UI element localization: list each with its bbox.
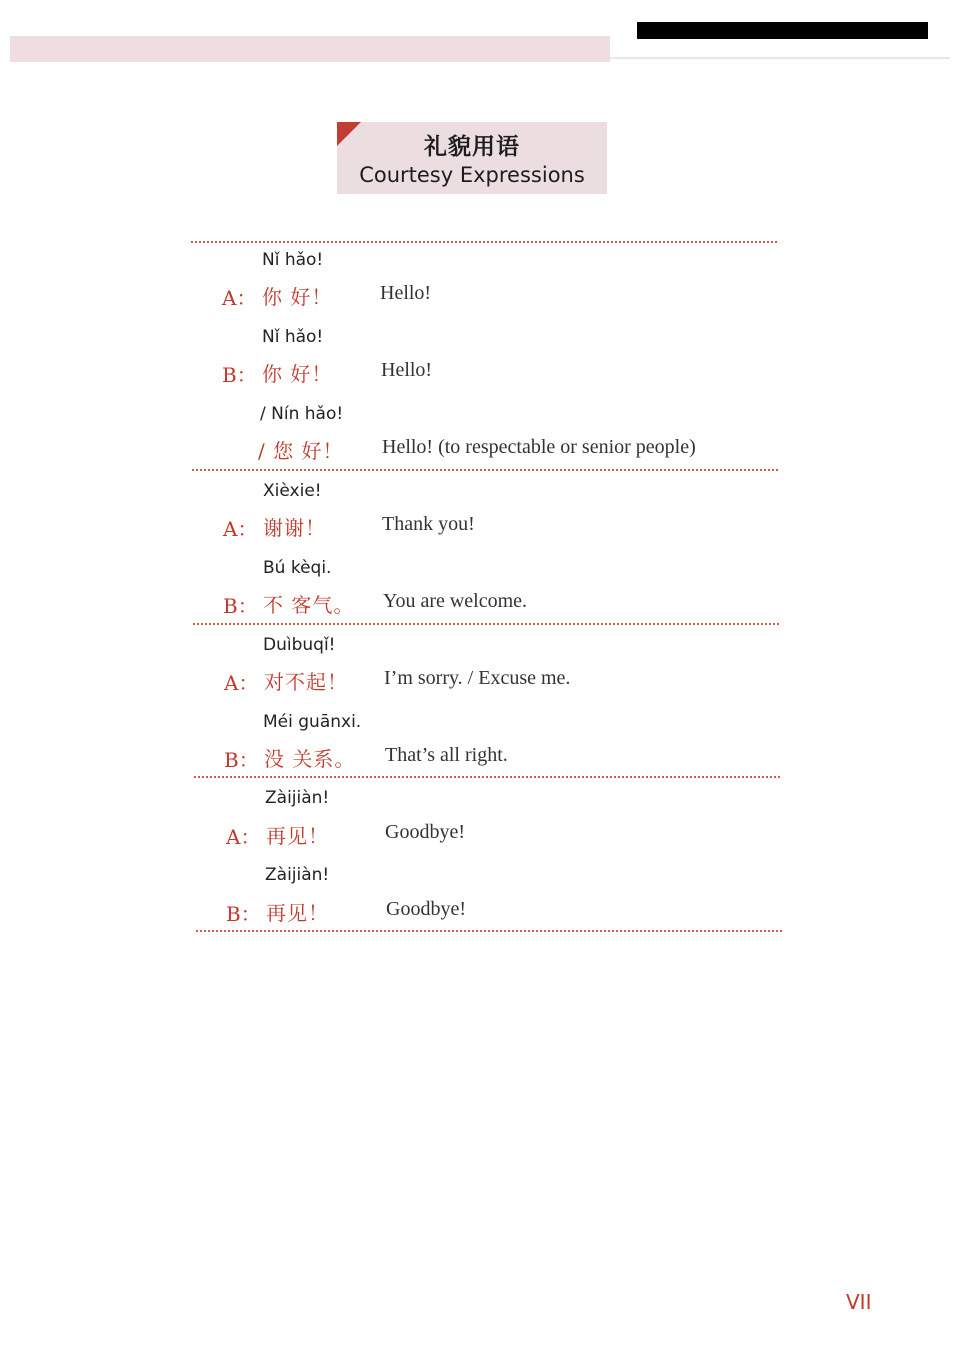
- speaker-label: A：: [226, 825, 261, 849]
- divider: [196, 930, 782, 932]
- chinese-text: 再见！: [266, 824, 329, 848]
- speaker-label: B：: [226, 902, 261, 926]
- chinese-text: 没 关系。: [264, 747, 356, 771]
- chinese-text: 对不起！: [264, 670, 348, 694]
- divider: [193, 623, 779, 625]
- speaker-label: B：: [222, 363, 257, 387]
- divider: [194, 776, 780, 778]
- chinese-text: 再见！: [266, 901, 329, 925]
- english-translation: Thank you!: [382, 513, 475, 535]
- pinyin: Bú kèqi.: [263, 558, 332, 578]
- section-title-chinese: 礼貌用语: [424, 134, 520, 160]
- speaker-label: B：: [223, 594, 258, 618]
- speaker-label: A：: [224, 671, 259, 695]
- pinyin: Méi guānxi.: [263, 712, 362, 732]
- pinyin: Nǐ hǎo!: [262, 250, 324, 270]
- divider: [192, 469, 778, 471]
- english-translation: You are welcome.: [383, 590, 528, 612]
- section-title-box: [337, 122, 607, 194]
- english-translation: Hello! (to respectable or senior people): [382, 436, 696, 458]
- chinese-text: 你 好！: [262, 362, 333, 386]
- speaker-label: B：: [224, 748, 259, 772]
- pinyin: Zàijiàn!: [265, 788, 330, 808]
- header-rule: [610, 57, 950, 59]
- header-band: [10, 36, 610, 62]
- divider: [191, 241, 777, 243]
- pinyin: / Nín hǎo!: [260, 404, 344, 424]
- english-translation: Hello!: [380, 282, 432, 304]
- section-title-english: Courtesy Expressions: [359, 163, 585, 187]
- pinyin: Nǐ hǎo!: [262, 327, 324, 347]
- english-translation: Goodbye!: [385, 821, 465, 843]
- speaker-label: A：: [223, 517, 258, 541]
- english-translation: Hello!: [381, 359, 433, 381]
- pinyin: Duìbuqǐ!: [263, 635, 336, 655]
- pinyin: Zàijiàn!: [265, 865, 330, 885]
- chinese-text: 谢谢！: [263, 516, 326, 540]
- speaker-label: A：: [222, 286, 257, 310]
- english-translation: Goodbye!: [386, 898, 466, 920]
- pinyin: Xièxie!: [263, 481, 322, 501]
- english-translation: That’s all right.: [385, 744, 508, 766]
- page-number: VII: [846, 1290, 872, 1314]
- chinese-text: / 您 好！: [258, 439, 344, 463]
- english-translation: I’m sorry. / Excuse me.: [384, 667, 571, 689]
- chinese-text: 你 好！: [262, 285, 333, 309]
- redaction-bar: [637, 22, 928, 39]
- chinese-text: 不 客气。: [263, 593, 355, 617]
